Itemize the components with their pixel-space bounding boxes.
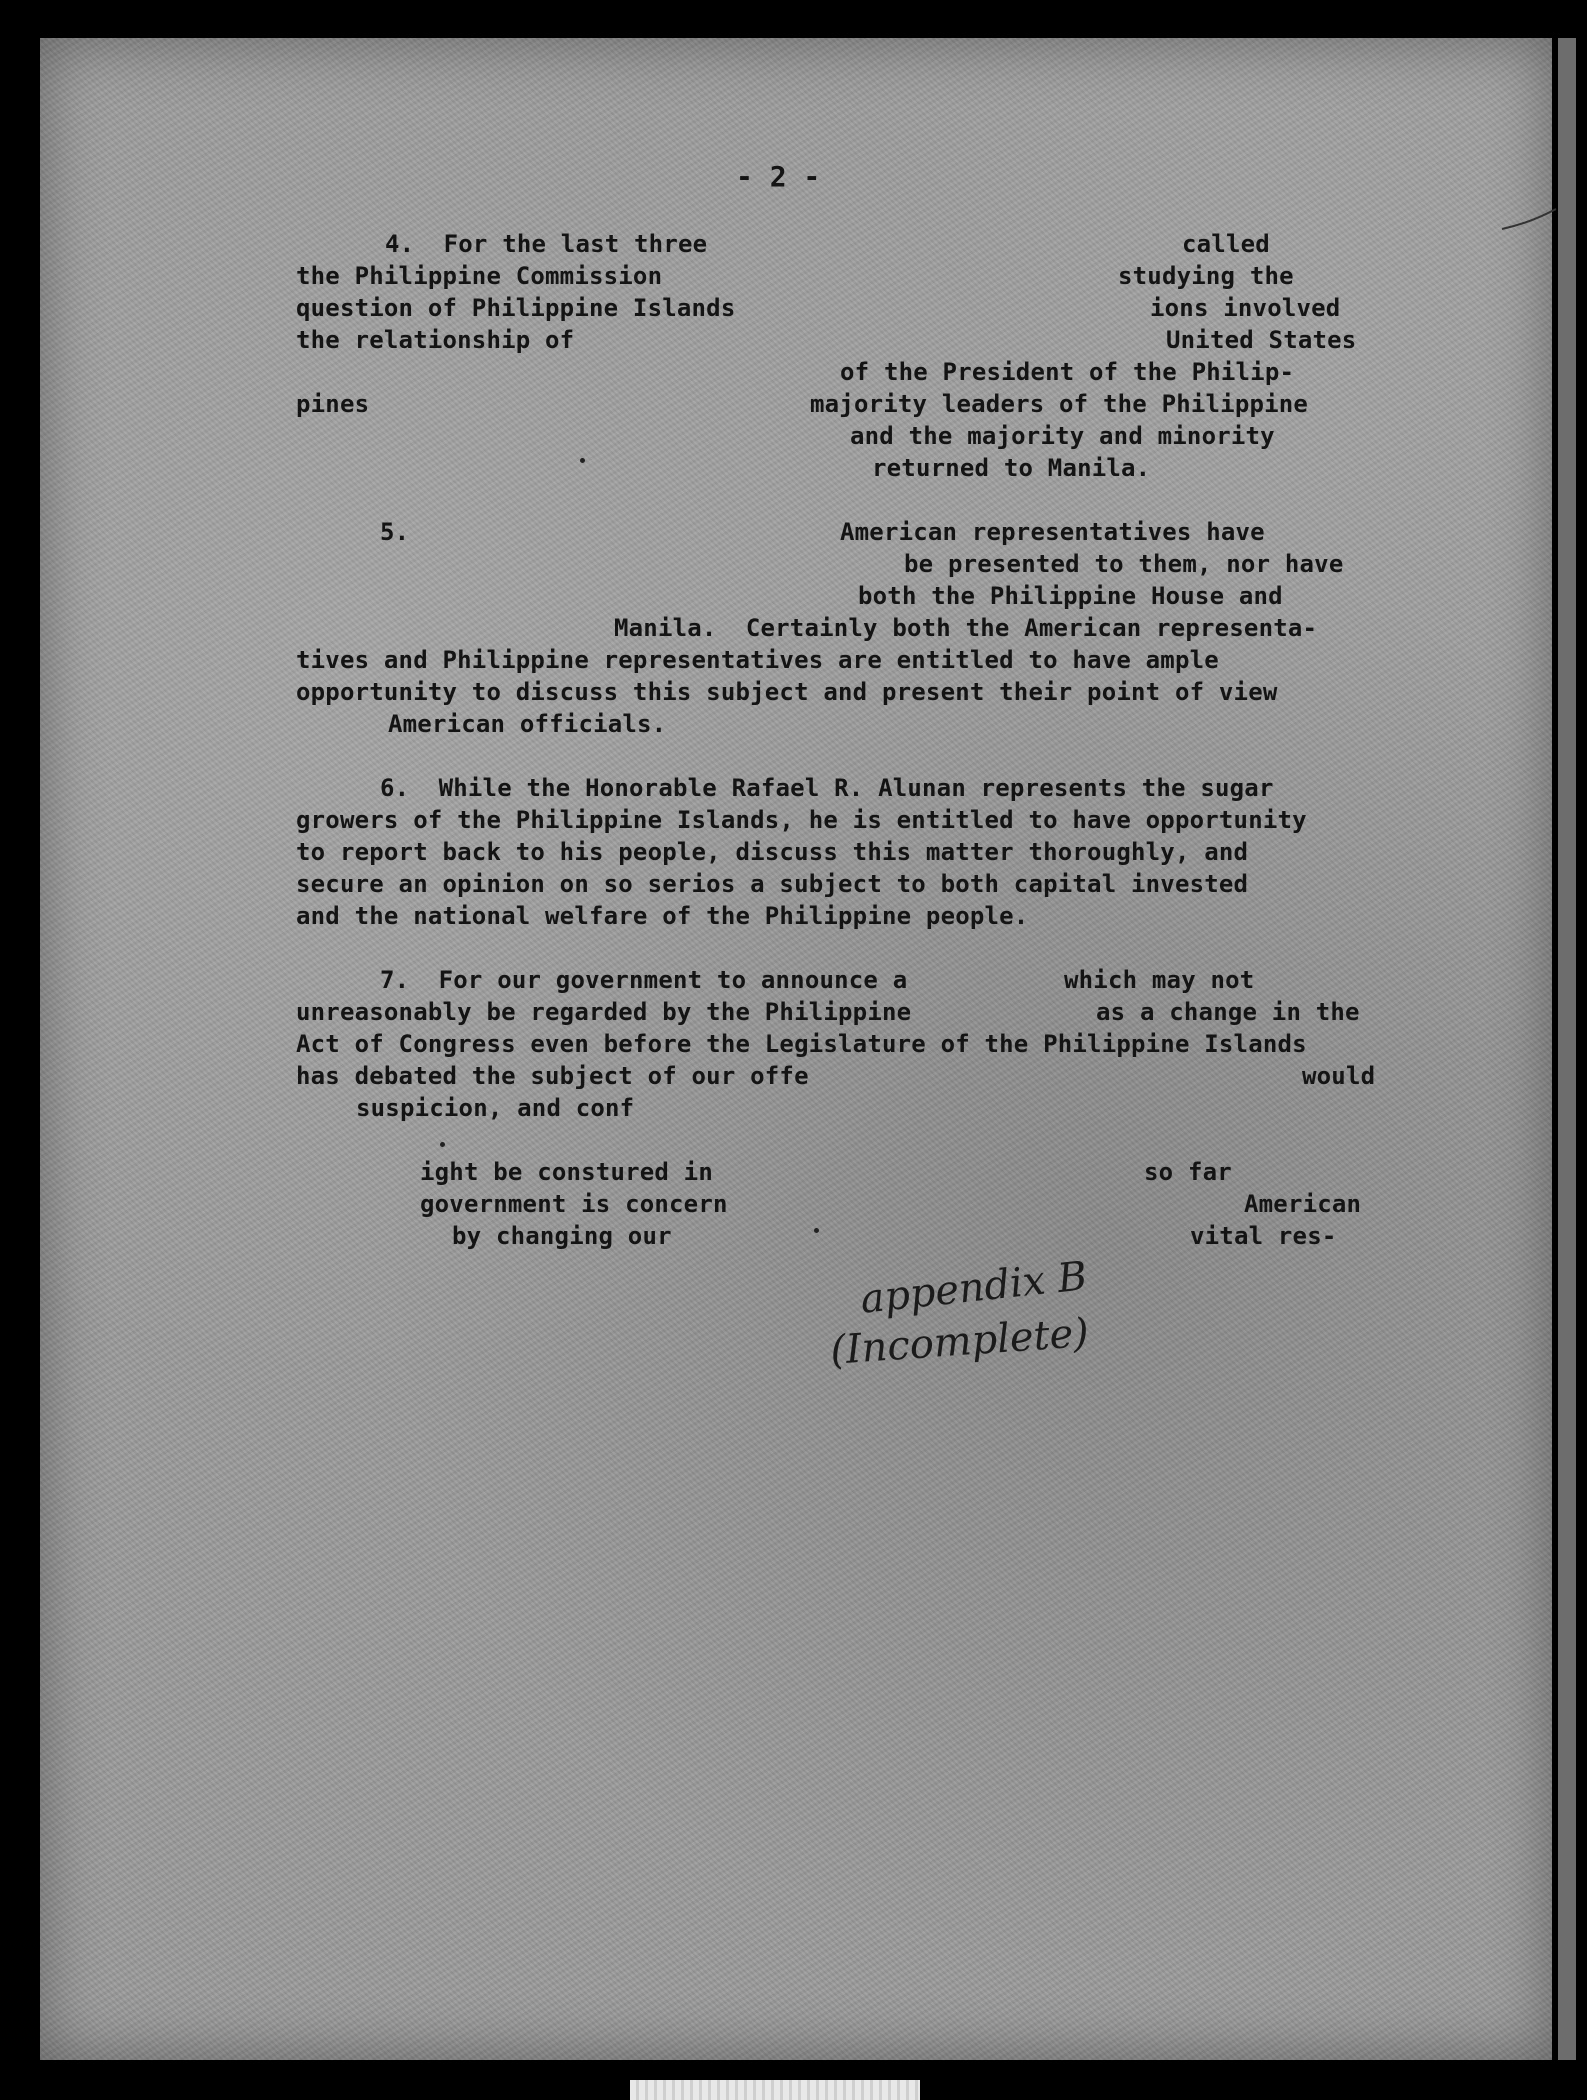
text-line: American officials. [388, 710, 667, 738]
text-line: as a change in the [1096, 998, 1360, 1026]
page-number: - 2 - [736, 160, 821, 193]
text-line: vital res- [1190, 1222, 1337, 1250]
text-line: both the Philippine House and [858, 582, 1283, 610]
text-line: Act of Congress even before the Legislature of the Philippine Islands [296, 1030, 1307, 1058]
page-edge [1558, 38, 1576, 2060]
text-line: be presented to them, nor have [904, 550, 1344, 578]
text-line: unreasonably be regarded by the Philippine [296, 998, 912, 1026]
text-line: opportunity to discuss this subject and present their point of view [296, 678, 1278, 706]
text-line: 5. [380, 518, 410, 546]
text-line: and the majority and minority [850, 422, 1275, 450]
text-line: has debated the subject of our offe [296, 1062, 809, 1090]
text-line: suspicion, and conf [356, 1094, 635, 1122]
text-line: would [1302, 1062, 1376, 1090]
text-line: 6. While the Honorable Rafael R. Alunan represents the sugar [380, 774, 1274, 802]
text-line: which may not [1064, 966, 1255, 994]
text-line: majority leaders of the Philippine [810, 390, 1309, 418]
text-line: growers of the Philippine Islands, he is entitled to have opportunity [296, 806, 1307, 834]
text-line: 4. For the last three [385, 230, 708, 258]
text-line: United States [1166, 326, 1357, 354]
text-line: tives and Philippine representatives are entitled to have ample [296, 646, 1219, 674]
text-line: American [1244, 1190, 1362, 1218]
text-line: returned to Manila. [872, 454, 1151, 482]
stray-mark [580, 458, 585, 463]
text-line: so far [1144, 1158, 1232, 1186]
text-line: question of Philippine Islands [296, 294, 736, 322]
text-line: pines [296, 390, 370, 418]
handwritten-incomplete-label: (Incomplete) [828, 1310, 1091, 1374]
archive-tab [630, 2080, 920, 2100]
text-line: ight be constured in [420, 1158, 713, 1186]
text-line: Manila. Certainly both the American representa- [614, 614, 1318, 642]
text-line: by changing our [452, 1222, 672, 1250]
text-line: 7. For our government to announce a [380, 966, 908, 994]
text-line: called [1182, 230, 1270, 258]
text-line: to report back to his people, discuss this matter thoroughly, and [296, 838, 1249, 866]
text-line: and the national welfare of the Philippine people. [296, 902, 1029, 930]
text-line: the relationship of [296, 326, 575, 354]
text-line: secure an opinion on so serios a subject to both capital invested [296, 870, 1249, 898]
margin-pencil-mark [1500, 205, 1560, 235]
text-line: American representatives have [840, 518, 1265, 546]
text-line: of the President of the Philip- [840, 358, 1295, 386]
text-line: studying the [1118, 262, 1294, 290]
handwritten-appendix-label: appendix B [858, 1253, 1090, 1323]
text-line: ions involved [1150, 294, 1341, 322]
text-line: government is concern [420, 1190, 728, 1218]
stray-mark [440, 1142, 445, 1147]
stray-mark [814, 1228, 819, 1233]
text-line: the Philippine Commission [296, 262, 663, 290]
